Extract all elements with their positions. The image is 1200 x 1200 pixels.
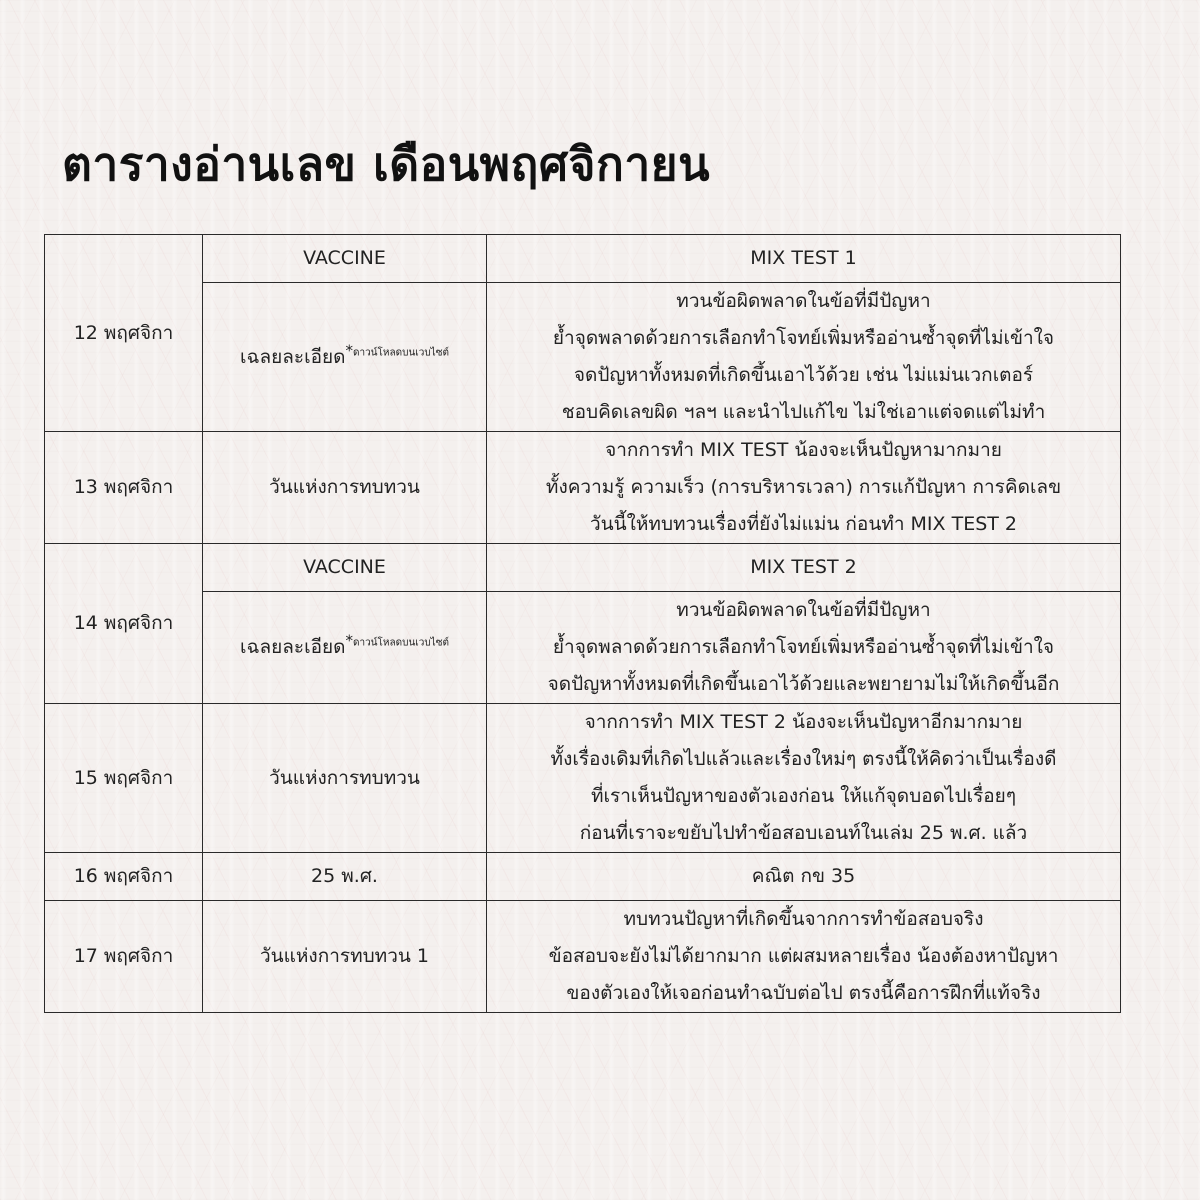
detail-line: ทั้งความรู้ ความเร็ว (การบริหารเวลา) การแก้ปัญหา การคิดเลข: [545, 476, 1062, 498]
topic-text: เฉลยละเอียด: [240, 636, 346, 658]
asterisk-mark: *: [345, 631, 353, 650]
date-cell: 14 พฤศจิกา: [45, 544, 203, 704]
detail-line: ชอบคิดเลขผิด ฯลฯ และนำไปแก้ไข ไม่ใช่เอาแต่จดแต่ไม่ทำ: [561, 401, 1046, 423]
topic-text: เฉลยละเอียด: [240, 345, 346, 368]
detail-line: ย้ำจุดพลาดด้วยการเลือกทำโจทย์เพิ่มหรืออ่านซ้ำจุดที่ไม่เข้าใจ: [552, 327, 1055, 349]
detail-cell: [487, 853, 1121, 901]
table-row: [45, 432, 1121, 544]
detail-line: วันนี้ให้ทบทวนเรื่องที่ยังไม่แม่น ก่อนทำ MIX TEST 2: [589, 513, 1017, 535]
detail-line: ทั้งเรื่องเดิมที่เกิดไปแล้วและเรื่องใหม่ๆ ตรงนี้ให้คิดว่าเป็นเรื่องดี: [550, 748, 1057, 770]
topic-cell: [203, 592, 487, 704]
detail-line: ทบทวนปัญหาที่เกิดขึ้นจากการทำข้อสอบจริง: [623, 908, 984, 930]
detail-line: ย้ำจุดพลาดด้วยการเลือกทำโจทย์เพิ่มหรืออ่านซ้ำจุดที่ไม่เข้าใจ: [552, 636, 1055, 658]
detail-line: ที่เราเห็นปัญหาของตัวเองก่อน ให้แก้จุดบอดไปเรื่อยๆ: [590, 785, 1017, 807]
date-cell: 13 พฤศจิกา: [45, 432, 203, 544]
detail-line: จากการทำ MIX TEST 2 น้องจะเห็นปัญหาอีกมากมาย: [584, 711, 1023, 733]
table-row: [45, 704, 1121, 853]
detail-line: ข้อสอบจะยังไม่ได้ยากมาก แต่ผสมหลายเรื่อง น้องต้องหาปัญหา: [548, 945, 1059, 967]
download-note: ดาวน์โหลดบนเวบไซต์: [352, 637, 449, 649]
detail-line: จดปัญหาทั้งหมดที่เกิดขึ้นเอาไว้ด้วยและพยายามไม่ให้เกิดขึ้นอีก: [547, 673, 1060, 695]
header-cell: VACCINE: [203, 544, 487, 592]
detail-line: คณิต กข 35: [751, 865, 856, 887]
detail-line: ทวนข้อผิดพลาดในข้อที่มีปัญหา: [676, 290, 931, 312]
detail-line: จดปัญหาทั้งหมดที่เกิดขึ้นเอาไว้ด้วย เช่น ไม่แม่นเวกเตอร์: [573, 364, 1034, 386]
detail-cell: [487, 432, 1121, 544]
header-cell: MIX TEST 2: [487, 544, 1121, 592]
date-cell: 12 พฤศจิกา: [45, 235, 203, 432]
download-note: ดาวน์โหลดบนเวบไซต์: [352, 347, 449, 359]
detail-cell: [487, 704, 1121, 853]
detail-line: ทวนข้อผิดพลาดในข้อที่มีปัญหา: [676, 599, 931, 621]
topic-cell: [203, 283, 487, 432]
table-row: [45, 283, 1121, 432]
table-row: [45, 544, 1121, 592]
detail-cell: [487, 283, 1121, 432]
header-cell: MIX TEST 1: [487, 235, 1121, 283]
asterisk-mark: *: [345, 341, 353, 360]
topic-cell: วันแห่งการทบทวน: [203, 704, 487, 853]
detail-cell: [487, 901, 1121, 1013]
detail-line: จากการทำ MIX TEST น้องจะเห็นปัญหามากมาย: [605, 439, 1002, 461]
detail-line: ของตัวเองให้เจอก่อนทำฉบับต่อไป ตรงนี้คือการฝึกที่แท้จริง: [566, 982, 1041, 1004]
reading-schedule-table: [44, 234, 1121, 1013]
table-row: [45, 235, 1121, 283]
header-cell: VACCINE: [203, 235, 487, 283]
page-title: ตารางอ่านเลข เดือนพฤศจิกายน: [62, 137, 711, 191]
topic-cell: วันแห่งการทบทวน: [203, 432, 487, 544]
date-cell: 15 พฤศจิกา: [45, 704, 203, 853]
detail-cell: [487, 592, 1121, 704]
table-row: [45, 901, 1121, 1013]
table-row: [45, 592, 1121, 704]
topic-cell: 25 พ.ศ.: [203, 853, 487, 901]
table-row: [45, 853, 1121, 901]
date-cell: 16 พฤศจิกา: [45, 853, 203, 901]
detail-line: ก่อนที่เราจะขยับไปทำข้อสอบเอนท์ในเล่ม 25 พ.ศ. แล้ว: [579, 822, 1028, 844]
date-cell: 17 พฤศจิกา: [45, 901, 203, 1013]
topic-cell: วันแห่งการทบทวน 1: [203, 901, 487, 1013]
